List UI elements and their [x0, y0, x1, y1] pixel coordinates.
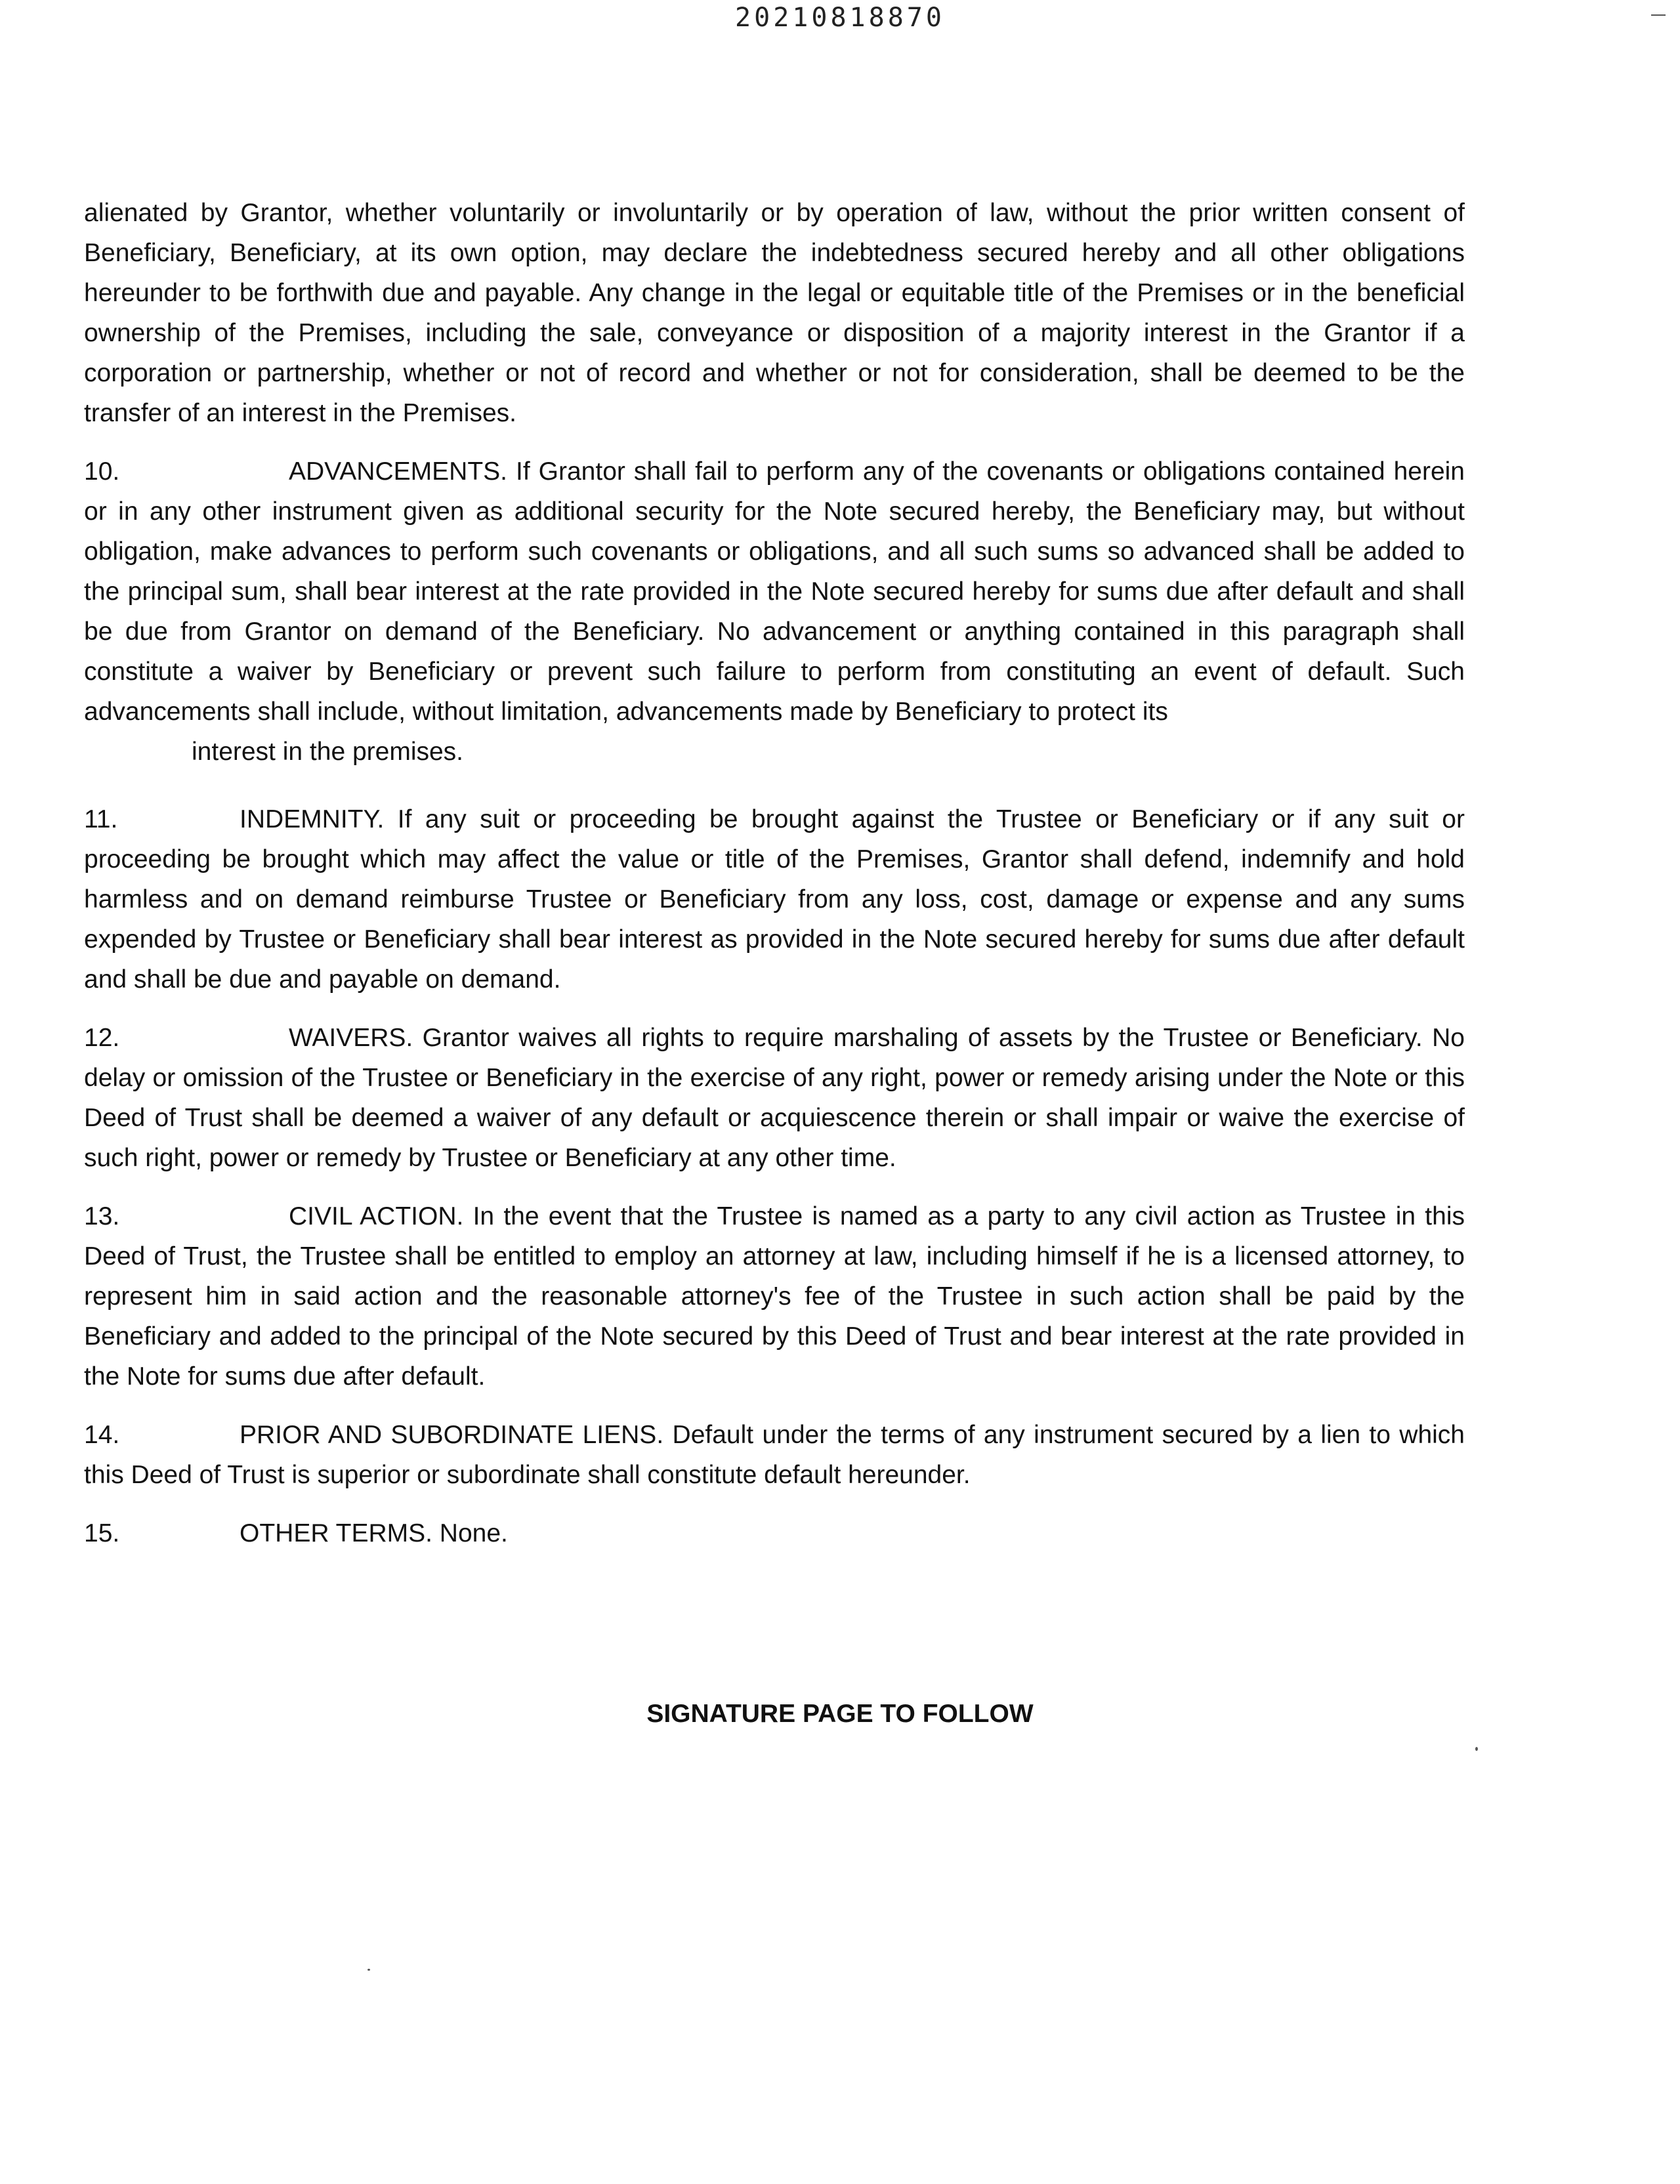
paragraph-15-number: 15.	[84, 1519, 120, 1547]
scan-corner-mark	[1651, 14, 1666, 16]
paragraph-11-text: INDEMNITY. If any suit or proceeding be brought against the Trustee or Beneficiary or if any suit or proceeding be brought which may affect the value or title of the Premises, Grantor shall defend, indemnify and hold harmless and on demand reimburse Trustee or Beneficiary from any loss, cost, damage or expense and any sums expended by Trustee or Beneficiary shall bear interest as provided in the Note secured hereby for sums due after default and shall be due and payable on demand.	[84, 805, 1465, 994]
paragraph-15	[84, 1513, 1465, 1553]
paragraph-10-text: ADVANCEMENTS. If Grantor shall fail to perform any of the covenants or obligations contained herein or in any other instrument given as additional security for the Note secured hereby, the Beneficiary may, but without obligation, make advances to perform such covenants or obligations, and all such sums so advanced shall be added to the principal sum, shall bear interest at the rate provided in the Note secured hereby for sums due after default and shall be due from Grantor on demand of the Beneficiary. No advancement or anything contained in this paragraph shall constitute a waiver by Beneficiary or prevent such failure to perform from constituting an event of default. Such advancements shall include, without limitation, advancements made by Beneficiary to protect its	[84, 457, 1465, 726]
paragraph-10-continuation: interest in the premises.	[192, 738, 464, 766]
paragraph-13-number: 13.	[84, 1202, 120, 1230]
paragraph-14-number: 14.	[84, 1421, 120, 1449]
paragraph-10	[84, 452, 1465, 732]
paragraph-13	[84, 1196, 1465, 1396]
recording-number: 20210818870	[735, 3, 945, 33]
paragraph-12-text: WAIVERS. Grantor waives all rights to require marshaling of assets by the Trustee or Beneficiary. No delay or omission of the Trustee or Beneficiary in the exercise of any right, power or remedy arising under the Note or this Deed of Trust shall be deemed a waiver of any default or acquiescence therein or shall impair or waive the exercise of such right, power or remedy by Trustee or Beneficiary at any other time.	[84, 1024, 1465, 1172]
paragraph-9-continuation: alienated by Grantor, whether voluntarily or involuntarily or by operation of law, without the prior written consent of Beneficiary, Beneficiary, at its own option, may declare the indebtedness secured hereby and all other obligations hereunder to be forthwith due and payable. Any change in the legal or equitable title of the Premises or in the beneficial ownership of the Premises, including the sale, conveyance or disposition of a majority interest in the Grantor if a corporation or partnership, whether or not of record and whether or not for consideration, shall be deemed to be the transfer of an interest in the Premises.	[84, 199, 1465, 427]
paragraph-11-number: 11.	[84, 805, 118, 833]
paragraph-14-text: PRIOR AND SUBORDINATE LIENS. Default under the terms of any instrument secured by a lien to which this Deed of Trust is superior or subordinate shall constitute default hereunder.	[84, 1421, 1465, 1489]
paragraph-13-text: CIVIL ACTION. In the event that the Trustee is named as a party to any civil action as Trustee in this Deed of Trust, the Trustee shall be entitled to employ an attorney at law, including himself if he is a licensed attorney, to represent him in said action and the reasonable attorney's fee of the Trustee in such action shall be paid by the Beneficiary and added to the principal of the Note secured by this Deed of Trust and bear interest at the rate provided in the Note for sums due after default.	[84, 1202, 1465, 1391]
paragraph-15-text: OTHER TERMS. None.	[240, 1519, 508, 1547]
scan-speck	[1475, 1747, 1478, 1751]
paragraph-11	[84, 799, 1465, 999]
paragraph-12-number: 12.	[84, 1024, 120, 1052]
paragraph-14	[84, 1415, 1465, 1495]
signature-page-notice: SIGNATURE PAGE TO FOLLOW	[646, 1700, 1034, 1728]
scan-speck	[368, 1969, 370, 1971]
paragraph-10-number: 10.	[84, 457, 120, 486]
paragraph-12	[84, 1018, 1465, 1178]
document-body	[84, 193, 1465, 1572]
